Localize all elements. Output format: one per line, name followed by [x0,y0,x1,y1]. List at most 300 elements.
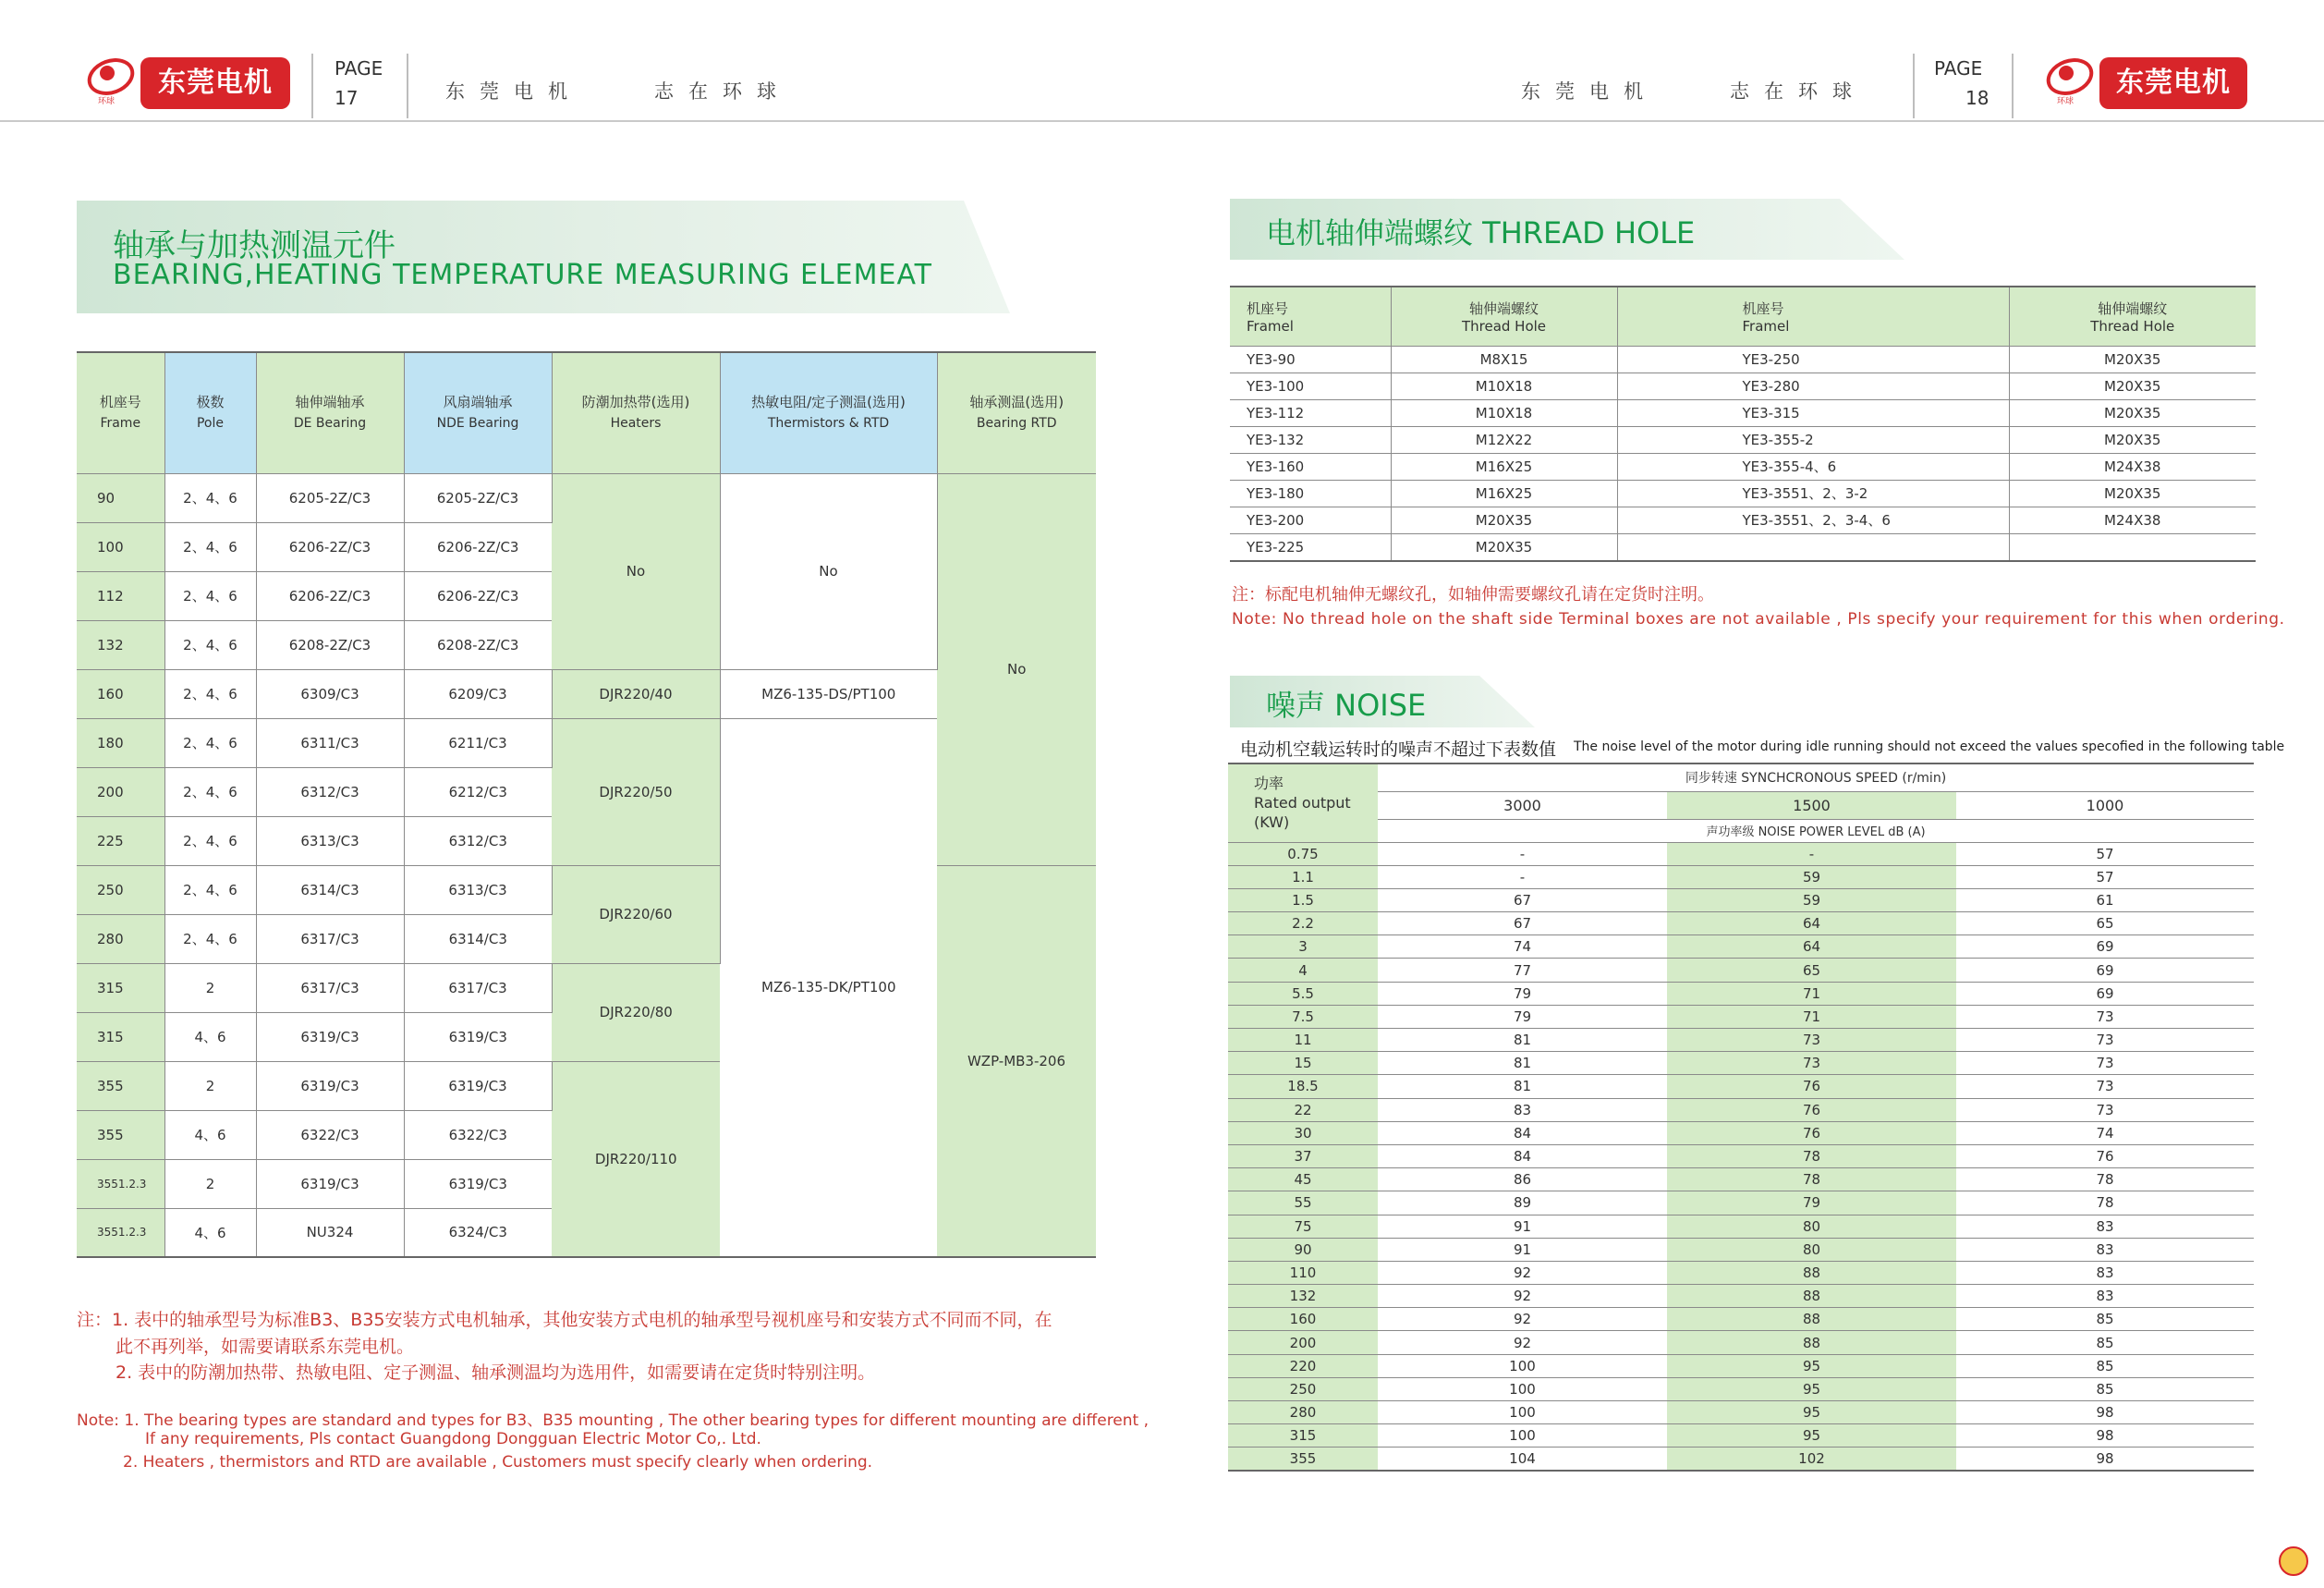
speed-3000: 3000 [1378,791,1667,819]
noise-1000-cell: 76 [1956,1144,2254,1167]
table-row [1228,1401,2254,1424]
header-de-bearing: 轴伸端轴承 DE Bearing [256,352,404,473]
logo-text: 东莞电机 [2099,57,2247,109]
bearing-title-cn: 轴承与加热测温元件 [113,227,395,264]
header-thread: 轴伸端螺纹 Thread Hole [1391,287,1617,346]
frame-cell: 355 [77,1061,164,1110]
table-row [1230,426,2256,453]
nde-bearing-cell: 6313/C3 [404,865,552,914]
bearing-note-en-2: 2. Heaters , thermistors and RTD are available , Customers must specify clearly when ordering. [123,1453,873,1472]
right-slogan-2: 志在环球 [1730,80,1867,103]
power-cell: 2.2 [1228,912,1378,935]
left-page-label: PAGE [335,57,383,79]
noise-1000-cell: 78 [1956,1191,2254,1215]
table-row [1228,1075,2254,1098]
noise-1500-cell: 73 [1667,1029,1956,1052]
header-noise-level: 声功率级 NOISE POWER LEVEL dB (A) [1378,819,2254,842]
frame-cell: 355 [77,1110,164,1159]
bearing-header-row [77,352,1096,473]
left-slogan-1: 东莞电机 [445,80,582,103]
bearing-table [77,351,1096,1258]
frame-cell: 280 [77,914,164,963]
logo-dot-icon [2059,66,2074,80]
de-bearing-cell: 6319/C3 [256,1061,404,1110]
noise-table [1228,763,2254,1472]
frame-cell: YE3-3551、2、3-4、6 [1617,507,2009,533]
power-cell: 15 [1228,1052,1378,1075]
de-bearing-cell: 6313/C3 [256,816,404,865]
power-cell: 30 [1228,1121,1378,1144]
header-divider [2012,54,2014,118]
header-divider [407,54,408,118]
header-heaters: 防潮加热带(选用) Heaters [552,352,720,473]
pole-cell: 2 [164,963,256,1012]
frame-cell: 225 [77,816,164,865]
power-cell: 280 [1228,1401,1378,1424]
power-cell: 37 [1228,1144,1378,1167]
frame-cell: YE3-280 [1617,373,2009,399]
table-row [1228,1285,2254,1308]
bearing-rtd-cell: No [937,473,1096,865]
frame-cell: YE3-250 [1617,346,2009,373]
nde-bearing-cell: 6206-2Z/C3 [404,571,552,620]
noise-3000-cell: 81 [1378,1075,1667,1098]
noise-1000-cell: 98 [1956,1401,2254,1424]
nde-bearing-cell: 6212/C3 [404,767,552,816]
noise-1500-cell: 88 [1667,1261,1956,1284]
thread-cell: M12X22 [1391,426,1617,453]
noise-3000-cell: 79 [1378,1005,1667,1028]
heater-cell: DJR220/60 [552,865,720,963]
noise-1000-cell: 73 [1956,1098,2254,1121]
power-cell: 1.5 [1228,888,1378,911]
noise-1000-cell: 85 [1956,1354,2254,1377]
power-cell: 1.1 [1228,865,1378,888]
noise-1000-cell: 73 [1956,1052,2254,1075]
header-pole: 极数 Pole [164,352,256,473]
noise-3000-cell: 91 [1378,1238,1667,1261]
table-row [1228,1308,2254,1331]
logo-sub-text: 环球 [98,97,116,106]
noise-3000-cell: 74 [1378,935,1667,959]
noise-1500-cell: 71 [1667,1005,1956,1028]
noise-1500-cell: 95 [1667,1401,1956,1424]
frame-cell: YE3-132 [1230,426,1391,453]
noise-1000-cell: 83 [1956,1285,2254,1308]
frame-cell: 180 [77,718,164,767]
noise-1000-cell: 73 [1956,1029,2254,1052]
power-cell: 75 [1228,1215,1378,1238]
power-cell: 110 [1228,1261,1378,1284]
bearing-rtd-cell: WZP-MB3-206 [937,865,1096,1257]
speed-1000: 1000 [1956,791,2254,819]
noise-1500-cell: 88 [1667,1308,1956,1331]
noise-1000-cell: 65 [1956,912,2254,935]
noise-1500-cell: 76 [1667,1075,1956,1098]
noise-1500-cell: 65 [1667,959,1956,982]
header-nde-bearing: 风扇端轴承 NDE Bearing [404,352,552,473]
noise-3000-cell: 104 [1378,1448,1667,1472]
thread-cell: M8X15 [1391,346,1617,373]
nde-bearing-cell: 6319/C3 [404,1012,552,1061]
table-row [1228,935,2254,959]
frame-cell: YE3-90 [1230,346,1391,373]
de-bearing-cell: 6314/C3 [256,865,404,914]
frame-cell: YE3-3551、2、3-2 [1617,480,2009,507]
heater-cell: DJR220/110 [552,1061,720,1257]
thread-cell: M16X25 [1391,453,1617,480]
pole-cell: 2、4、6 [164,620,256,669]
nde-bearing-cell: 6211/C3 [404,718,552,767]
noise-1500-cell: 76 [1667,1121,1956,1144]
noise-3000-cell: 92 [1378,1308,1667,1331]
bearing-note-en-1: Note: 1. The bearing types are standard and types for B3、B35 mounting , The other bearing types for different mounting are different , [77,1411,1150,1430]
pole-cell: 2、4、6 [164,865,256,914]
table-row [1228,1448,2254,1472]
frame-cell: YE3-180 [1230,480,1391,507]
pole-cell: 2、4、6 [164,571,256,620]
table-row [1228,888,2254,911]
de-bearing-cell: 6205-2Z/C3 [256,473,404,522]
power-cell: 3 [1228,935,1378,959]
heater-cell: No [552,473,720,669]
noise-3000-cell: 100 [1378,1401,1667,1424]
right-slogan-1: 东莞电机 [1521,80,1658,103]
table-row [1228,865,2254,888]
frame-cell: YE3-355-4、6 [1617,453,2009,480]
frame-cell: 132 [77,620,164,669]
header-frame: 机座号 Frame [77,352,164,473]
heater-cell: DJR220/80 [552,963,720,1061]
noise-1500-cell: 71 [1667,982,1956,1005]
noise-1000-cell: 98 [1956,1424,2254,1448]
nde-bearing-cell: 6319/C3 [404,1159,552,1208]
right-page-number: 18 [1965,87,1989,109]
logo-sub-text: 环球 [2057,97,2075,106]
thread-cell: M20X35 [2009,346,2256,373]
noise-1000-cell: 69 [1956,935,2254,959]
noise-3000-cell: 83 [1378,1098,1667,1121]
thread-cell: M20X35 [1391,533,1617,561]
de-bearing-cell: 6317/C3 [256,914,404,963]
noise-3000-cell: - [1378,842,1667,865]
frame-cell: 90 [77,473,164,522]
nde-bearing-cell: 6317/C3 [404,963,552,1012]
frame-cell: 3551.2.3 [77,1208,164,1257]
thread-cell: M10X18 [1391,373,1617,399]
pole-cell: 4、6 [164,1110,256,1159]
right-page-label: PAGE [1934,57,1983,79]
table-row [1230,507,2256,533]
power-cell: 5.5 [1228,982,1378,1005]
noise-1000-cell: 78 [1956,1168,2254,1191]
thread-title: 电机轴伸端螺纹 THREAD HOLE [1266,215,1696,250]
table-row [1228,1098,2254,1121]
noise-speed-row [1228,791,2254,819]
power-cell: 7.5 [1228,1005,1378,1028]
table-row [1230,453,2256,480]
noise-3000-cell: 77 [1378,959,1667,982]
table-row [1228,1191,2254,1215]
frame-cell [1617,533,2009,561]
noise-1500-cell: 73 [1667,1052,1956,1075]
noise-1000-cell: 57 [1956,865,2254,888]
noise-1000-cell: 83 [1956,1215,2254,1238]
noise-1500-cell: 88 [1667,1285,1956,1308]
noise-intro-cn: 电动机空载运转时的噪声不超过下表数值 [1240,739,1557,760]
header-thermistors: 热敏电阻/定子测温(选用) Thermistors & RTD [720,352,937,473]
power-cell: 18.5 [1228,1075,1378,1098]
header-divider [1913,54,1915,118]
power-cell: 0.75 [1228,842,1378,865]
power-cell: 355 [1228,1448,1378,1472]
noise-1000-cell: 85 [1956,1331,2254,1354]
pole-cell: 2 [164,1159,256,1208]
noise-level-row [1228,819,2254,842]
nde-bearing-cell: 6319/C3 [404,1061,552,1110]
noise-1500-cell: 78 [1667,1144,1956,1167]
table-row [1228,1377,2254,1400]
thread-cell: M20X35 [2009,373,2256,399]
footer-badge-icon [2279,1546,2308,1576]
table-row [1228,1261,2254,1284]
thread-header-row [1230,287,2256,346]
table-row [1228,959,2254,982]
noise-3000-cell: - [1378,865,1667,888]
header-speed: 同步转速 SYNCHCRONOUS SPEED (r/min) [1378,763,2254,791]
frame-cell: 112 [77,571,164,620]
header-power: 功率 Rated output (KW) [1228,763,1378,842]
header-rule [0,120,2324,122]
noise-3000-cell: 100 [1378,1377,1667,1400]
noise-1500-cell: 102 [1667,1448,1956,1472]
power-cell: 22 [1228,1098,1378,1121]
thread-note-en: Note: No thread hole on the shaft side Terminal boxes are not available , Pls specify your requirement for this when ordering. [1232,610,2285,629]
noise-1000-cell: 57 [1956,842,2254,865]
noise-1500-cell: 76 [1667,1098,1956,1121]
bearing-note-en-1b: If any requirements, Pls contact Guangdong Dongguan Electric Motor Co,. Ltd. [145,1430,761,1448]
noise-1500-cell: 64 [1667,935,1956,959]
noise-1000-cell: 74 [1956,1121,2254,1144]
noise-3000-cell: 67 [1378,888,1667,911]
table-row [1228,1424,2254,1448]
de-bearing-cell: 6208-2Z/C3 [256,620,404,669]
de-bearing-cell: 6311/C3 [256,718,404,767]
bearing-note-cn-1: 注：1. 表中的轴承型号为标准B3、B35安装方式电机轴承，其他安装方式电机的轴承型号视机座号和安装方式不同而不同，在 [77,1310,1052,1330]
noise-intro-en: The noise level of the motor during idle running should not exceed the values specofied in the following table [1574,739,2285,754]
noise-1000-cell: 61 [1956,888,2254,911]
logo-dot-icon [100,66,115,80]
frame-cell: YE3-112 [1230,399,1391,426]
power-cell: 315 [1228,1424,1378,1448]
frame-cell: 200 [77,767,164,816]
noise-1000-cell: 85 [1956,1308,2254,1331]
frame-cell: YE3-160 [1230,453,1391,480]
frame-cell: YE3-315 [1617,399,2009,426]
power-cell: 160 [1228,1308,1378,1331]
left-page-number: 17 [335,87,359,109]
header-divider [311,54,313,118]
thread-cell: M20X35 [2009,426,2256,453]
power-cell: 220 [1228,1354,1378,1377]
frame-cell: YE3-225 [1230,533,1391,561]
thermistor-cell: MZ6-135-DS/PT100 [720,669,937,718]
heater-cell: DJR220/40 [552,669,720,718]
de-bearing-cell: 6206-2Z/C3 [256,522,404,571]
bearing-note-cn-2: 2. 表中的防潮加热带、热敏电阻、定子测温、轴承测温均为选用件，如需要请在定货时特别注明。 [116,1362,876,1383]
de-bearing-cell: 6309/C3 [256,669,404,718]
de-bearing-cell: 6312/C3 [256,767,404,816]
table-row [1228,912,2254,935]
frame-cell: 3551.2.3 [77,1159,164,1208]
right-logo [2040,54,2253,111]
speed-1500: 1500 [1667,791,1956,819]
noise-1500-cell: 95 [1667,1424,1956,1448]
thread-cell: M24X38 [2009,453,2256,480]
noise-3000-cell: 89 [1378,1191,1667,1215]
noise-1000-cell: 73 [1956,1005,2254,1028]
pole-cell: 4、6 [164,1208,256,1257]
noise-1500-cell: 64 [1667,912,1956,935]
noise-3000-cell: 100 [1378,1354,1667,1377]
thread-cell: M24X38 [2009,507,2256,533]
thread-cell: M20X35 [1391,507,1617,533]
noise-3000-cell: 79 [1378,982,1667,1005]
de-bearing-cell: 6206-2Z/C3 [256,571,404,620]
table-row [1228,1215,2254,1238]
thread-cell: M16X25 [1391,480,1617,507]
header-frame: 机座号 Framel [1230,287,1391,346]
frame-cell: 160 [77,669,164,718]
heater-cell: DJR220/50 [552,718,720,865]
noise-1500-cell: 78 [1667,1168,1956,1191]
frame-cell: 315 [77,963,164,1012]
table-row [1228,1005,2254,1028]
header-thread: 轴伸端螺纹 Thread Hole [2009,287,2256,346]
de-bearing-cell: NU324 [256,1208,404,1257]
pole-cell: 2、4、6 [164,473,256,522]
noise-3000-cell: 84 [1378,1121,1667,1144]
noise-1500-cell: 59 [1667,888,1956,911]
table-row [1230,373,2256,399]
noise-1500-cell: 80 [1667,1238,1956,1261]
noise-1500-cell: - [1667,842,1956,865]
noise-3000-cell: 67 [1378,912,1667,935]
thread-cell [2009,533,2256,561]
table-row [1228,1052,2254,1075]
frame-cell: 250 [77,865,164,914]
table-row [1230,480,2256,507]
noise-1500-cell: 95 [1667,1354,1956,1377]
noise-3000-cell: 92 [1378,1331,1667,1354]
de-bearing-cell: 6322/C3 [256,1110,404,1159]
table-row [77,473,1096,522]
thread-cell: M20X35 [2009,399,2256,426]
noise-1500-cell: 80 [1667,1215,1956,1238]
table-row [1228,842,2254,865]
noise-1500-cell: 88 [1667,1331,1956,1354]
nde-bearing-cell: 6312/C3 [404,816,552,865]
nde-bearing-cell: 6208-2Z/C3 [404,620,552,669]
noise-1000-cell: 98 [1956,1448,2254,1472]
pole-cell: 2、4、6 [164,522,256,571]
noise-3000-cell: 81 [1378,1052,1667,1075]
frame-cell: 315 [77,1012,164,1061]
noise-3000-cell: 92 [1378,1261,1667,1284]
pole-cell: 2、4、6 [164,816,256,865]
pole-cell: 4、6 [164,1012,256,1061]
noise-3000-cell: 92 [1378,1285,1667,1308]
pole-cell: 2、4、6 [164,669,256,718]
noise-1000-cell: 69 [1956,959,2254,982]
pole-cell: 2、4、6 [164,767,256,816]
noise-1500-cell: 79 [1667,1191,1956,1215]
de-bearing-cell: 6319/C3 [256,1159,404,1208]
table-row [1228,1331,2254,1354]
table-row [1228,1354,2254,1377]
bearing-title-en: BEARING,HEATING TEMPERATURE MEASURING ELEMEAT [113,259,932,291]
thread-cell: M10X18 [1391,399,1617,426]
table-row [77,865,1096,914]
power-cell: 200 [1228,1331,1378,1354]
noise-title: 噪声 NOISE [1266,688,1427,723]
frame-cell: YE3-100 [1230,373,1391,399]
noise-1000-cell: 83 [1956,1238,2254,1261]
pole-cell: 2 [164,1061,256,1110]
noise-1000-cell: 69 [1956,982,2254,1005]
frame-cell: YE3-200 [1230,507,1391,533]
table-row [1230,399,2256,426]
thread-cell: M20X35 [2009,480,2256,507]
power-cell: 11 [1228,1029,1378,1052]
thermistor-cell: MZ6-135-DK/PT100 [720,718,937,1257]
nde-bearing-cell: 6206-2Z/C3 [404,522,552,571]
power-cell: 250 [1228,1377,1378,1400]
nde-bearing-cell: 6322/C3 [404,1110,552,1159]
table-row [1230,533,2256,561]
thread-note-cn: 注：标配电机轴伸无螺纹孔，如轴伸需要螺纹孔请在定货时注明。 [1232,585,1714,605]
noise-3000-cell: 86 [1378,1168,1667,1191]
power-cell: 45 [1228,1168,1378,1191]
table-row [1230,346,2256,373]
noise-1000-cell: 85 [1956,1377,2254,1400]
frame-cell: YE3-355-2 [1617,426,2009,453]
header-bearing-rtd: 轴承测温(选用) Bearing RTD [937,352,1096,473]
power-cell: 90 [1228,1238,1378,1261]
noise-1500-cell: 59 [1667,865,1956,888]
power-cell: 4 [1228,959,1378,982]
left-slogan-2: 志在环球 [654,80,791,103]
table-row [1228,1238,2254,1261]
table-row [1228,1121,2254,1144]
power-cell: 55 [1228,1191,1378,1215]
frame-cell: 100 [77,522,164,571]
table-row [1228,1144,2254,1167]
nde-bearing-cell: 6324/C3 [404,1208,552,1257]
noise-header-row [1228,763,2254,791]
table-row [1228,982,2254,1005]
noise-1500-cell: 95 [1667,1377,1956,1400]
de-bearing-cell: 6317/C3 [256,963,404,1012]
noise-1000-cell: 83 [1956,1261,2254,1284]
table-row [1228,1168,2254,1191]
noise-3000-cell: 91 [1378,1215,1667,1238]
noise-3000-cell: 84 [1378,1144,1667,1167]
logo-text: 东莞电机 [140,57,290,109]
table-row [1228,1029,2254,1052]
thread-table [1230,286,2256,562]
de-bearing-cell: 6319/C3 [256,1012,404,1061]
